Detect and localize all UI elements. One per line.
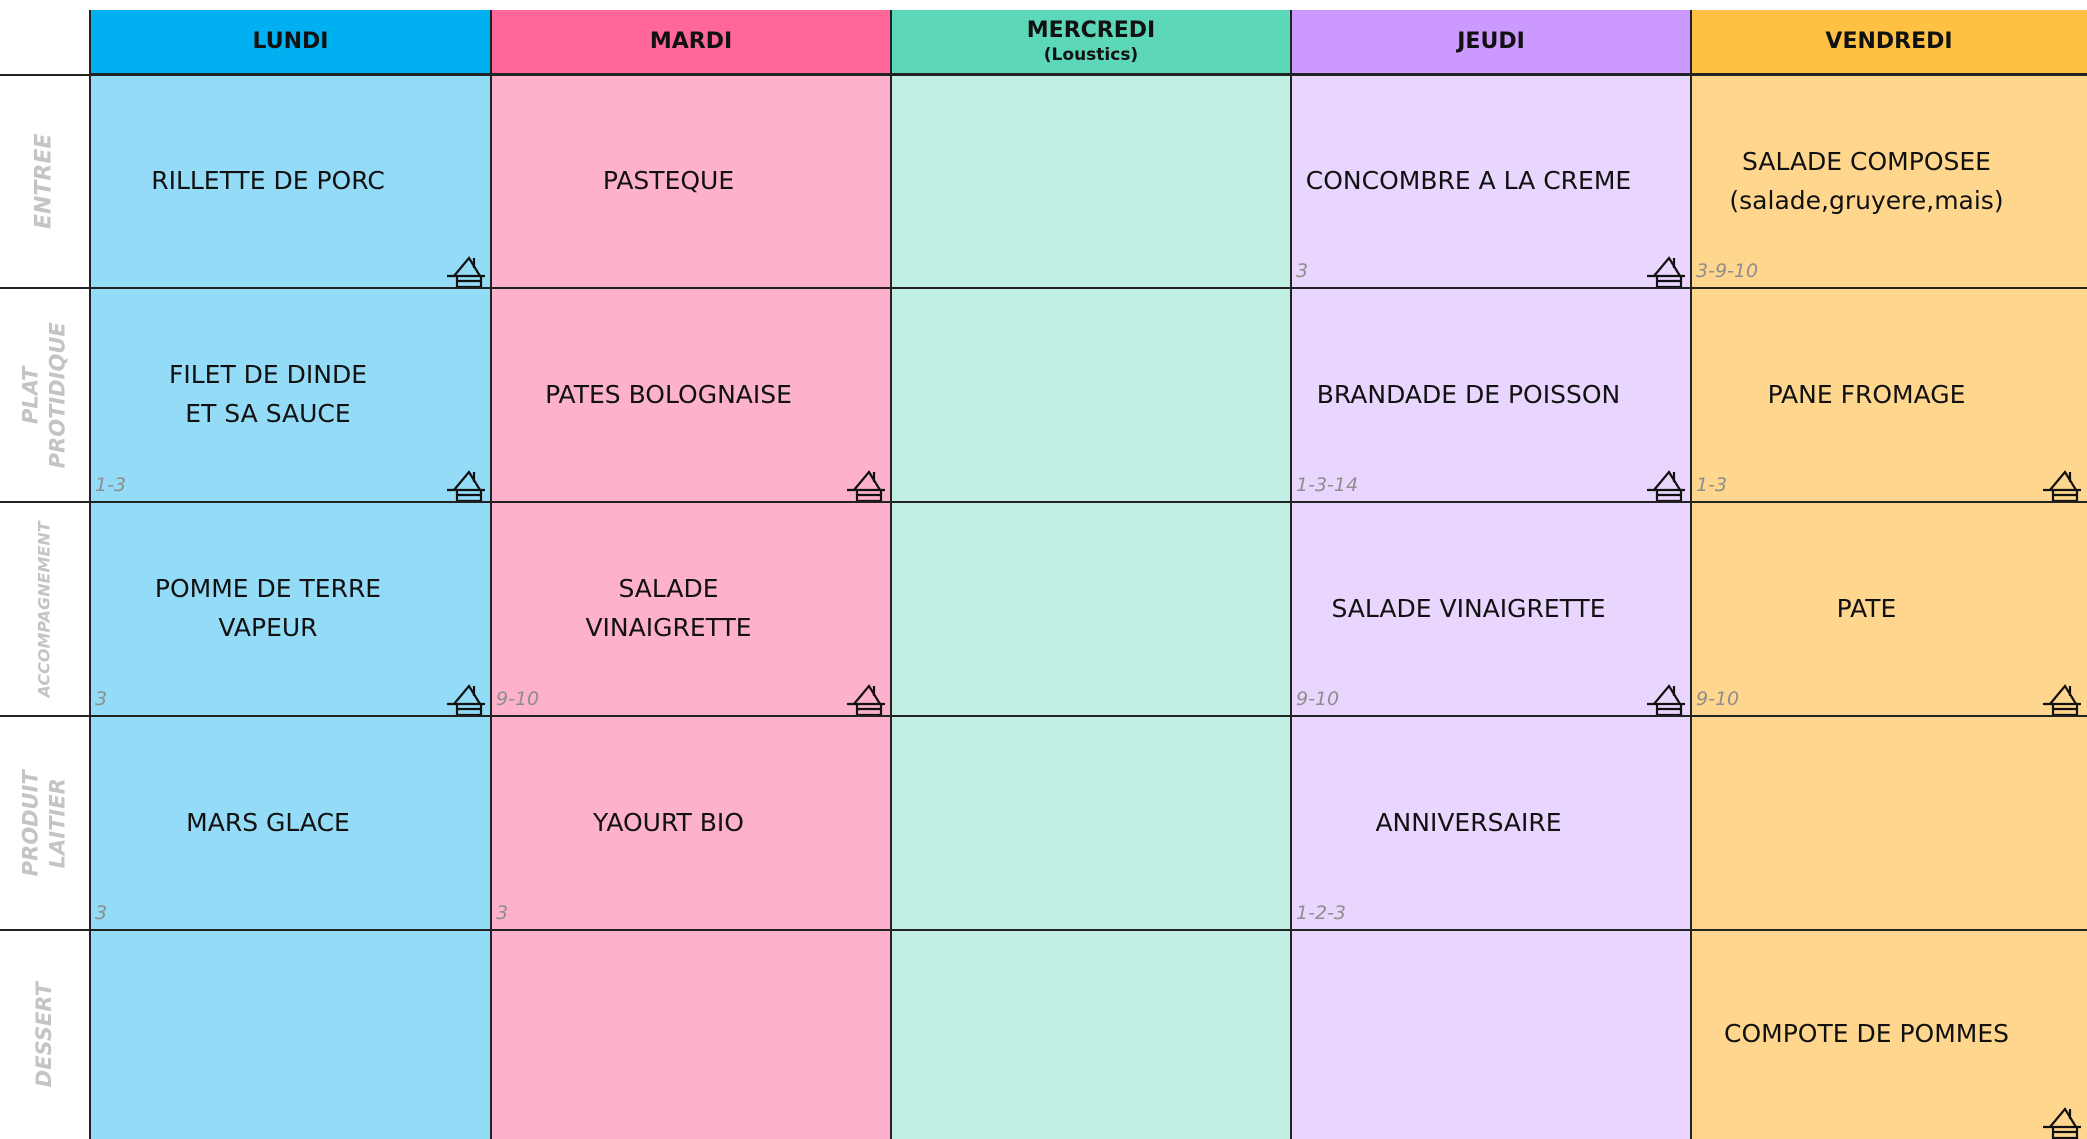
house-icon xyxy=(2041,682,2083,716)
dish-name: BRANDADE DE POISSON xyxy=(1316,379,1621,409)
day-header-vendredi xyxy=(1691,10,2087,75)
dish-name xyxy=(1291,930,1646,1139)
day-header-mercredi xyxy=(891,10,1291,75)
allergen-code: 1-3 xyxy=(95,474,127,496)
dish-name xyxy=(891,75,1291,288)
row-label-4 xyxy=(0,930,90,1139)
dish-name xyxy=(891,930,1291,1139)
house-icon xyxy=(2041,468,2083,502)
menu-cell xyxy=(491,502,891,716)
menu-cell xyxy=(1291,502,1691,716)
dish-name xyxy=(891,502,1291,716)
day-name: JEUDI xyxy=(1457,29,1525,54)
allergen-code: 1-3-14 xyxy=(1296,474,1359,496)
row-label-text: ENTREE xyxy=(31,133,57,230)
dish-name: SALADE COMPOSEE (salade,gruyere,mais) xyxy=(1729,146,2004,215)
menu-cell xyxy=(1291,716,1691,930)
house-icon xyxy=(1645,254,1687,288)
menu-cell xyxy=(891,716,1291,930)
row-label-text: DESSERT xyxy=(32,981,57,1088)
dish-name: SALADE VINAIGRETTE xyxy=(585,574,752,642)
menu-cell xyxy=(1691,75,2087,288)
allergen-code: 3-9-10 xyxy=(1696,260,1759,282)
menu-cell xyxy=(491,930,891,1139)
house-icon xyxy=(2041,1105,2083,1139)
row-label-0 xyxy=(0,75,90,288)
grid-divider-vertical xyxy=(1290,10,1292,1139)
dish-name xyxy=(491,930,846,1139)
allergen-code: 3 xyxy=(1296,260,1309,282)
dish-name: PATES BOLOGNAISE xyxy=(545,379,792,409)
dish-name xyxy=(891,716,1291,930)
dish-name: YAOURT BIO xyxy=(593,807,744,837)
house-icon xyxy=(1645,468,1687,502)
house-icon xyxy=(445,254,487,288)
menu-cell xyxy=(491,75,891,288)
allergen-code: 3 xyxy=(496,902,509,924)
row-label-2 xyxy=(0,502,90,716)
grid-divider-horizontal xyxy=(0,929,2087,931)
menu-cell xyxy=(1691,930,2087,1139)
grid-divider-vertical xyxy=(89,10,91,1139)
day-header-mardi xyxy=(491,10,891,75)
house-icon xyxy=(1645,682,1687,716)
menu-cell xyxy=(90,716,491,930)
house-icon xyxy=(445,682,487,716)
grid-divider-horizontal xyxy=(0,715,2087,717)
menu-cell xyxy=(1691,716,2087,930)
menu-cell xyxy=(891,75,1291,288)
house-icon xyxy=(845,468,887,502)
dish-name: MARS GLACE xyxy=(186,807,350,837)
house-icon xyxy=(845,682,887,716)
menu-cell xyxy=(1291,288,1691,502)
dish-name: PANE FROMAGE xyxy=(1767,379,1966,409)
dish-name xyxy=(1691,716,2042,930)
allergen-code: 9-10 xyxy=(496,688,540,710)
day-name: LUNDI xyxy=(252,29,329,54)
menu-cell xyxy=(891,930,1291,1139)
grid-divider-vertical xyxy=(1690,10,1692,1139)
dish-name: COMPOTE DE POMMES xyxy=(1723,1019,2010,1049)
day-name: VENDREDI xyxy=(1825,29,1953,54)
day-subtitle: (Loustics) xyxy=(1043,45,1139,65)
row-label-text: PLAT PROTIDIQUE xyxy=(18,321,71,469)
menu-cell xyxy=(1291,930,1691,1139)
allergen-code: 1-2-3 xyxy=(1296,902,1346,924)
day-name: MARDI xyxy=(649,29,733,54)
grid-divider-horizontal xyxy=(0,74,2087,76)
allergen-code: 3 xyxy=(95,902,108,924)
grid-divider-vertical xyxy=(890,10,892,1139)
dish-name: PASTEQUE xyxy=(602,166,735,196)
day-name: MERCREDI xyxy=(1026,18,1156,43)
menu-cell xyxy=(891,288,1291,502)
menu-cell xyxy=(491,288,891,502)
menu-cell xyxy=(1691,502,2087,716)
allergen-code: 9-10 xyxy=(1696,688,1740,710)
row-label-text: ACCOMPAGNEMENT xyxy=(34,520,54,698)
menu-cell xyxy=(891,502,1291,716)
dish-name: POMME DE TERRE VAPEUR xyxy=(154,574,382,642)
menu-cell xyxy=(90,75,491,288)
menu-cell xyxy=(90,288,491,502)
grid-divider-vertical xyxy=(490,10,492,1139)
menu-cell xyxy=(491,716,891,930)
row-label-3 xyxy=(0,716,90,930)
row-label-text: PRODUIT LAITIER xyxy=(18,769,71,877)
menu-cell xyxy=(1691,288,2087,502)
dish-name: PATE xyxy=(1836,593,1897,623)
dish-name xyxy=(90,930,446,1139)
dish-name xyxy=(891,288,1291,502)
day-header-lundi xyxy=(90,10,491,75)
dish-name: RILLETTE DE PORC xyxy=(151,166,385,196)
row-label-1 xyxy=(0,288,90,502)
menu-cell xyxy=(90,930,491,1139)
allergen-code: 3 xyxy=(95,688,108,710)
day-header-jeudi xyxy=(1291,10,1691,75)
house-icon xyxy=(445,468,487,502)
dish-name: FILET DE DINDE ET SA SAUCE xyxy=(168,360,368,428)
dish-name: CONCOMBRE A LA CREME xyxy=(1305,166,1632,196)
grid-divider-horizontal xyxy=(0,287,2087,289)
menu-cell xyxy=(90,502,491,716)
grid-divider-horizontal xyxy=(0,501,2087,503)
dish-name: SALADE VINAIGRETTE xyxy=(1331,593,1606,623)
allergen-code: 1-3 xyxy=(1696,474,1728,496)
allergen-code: 9-10 xyxy=(1296,688,1340,710)
menu-cell xyxy=(1291,75,1691,288)
dish-name: ANNIVERSAIRE xyxy=(1375,807,1562,837)
